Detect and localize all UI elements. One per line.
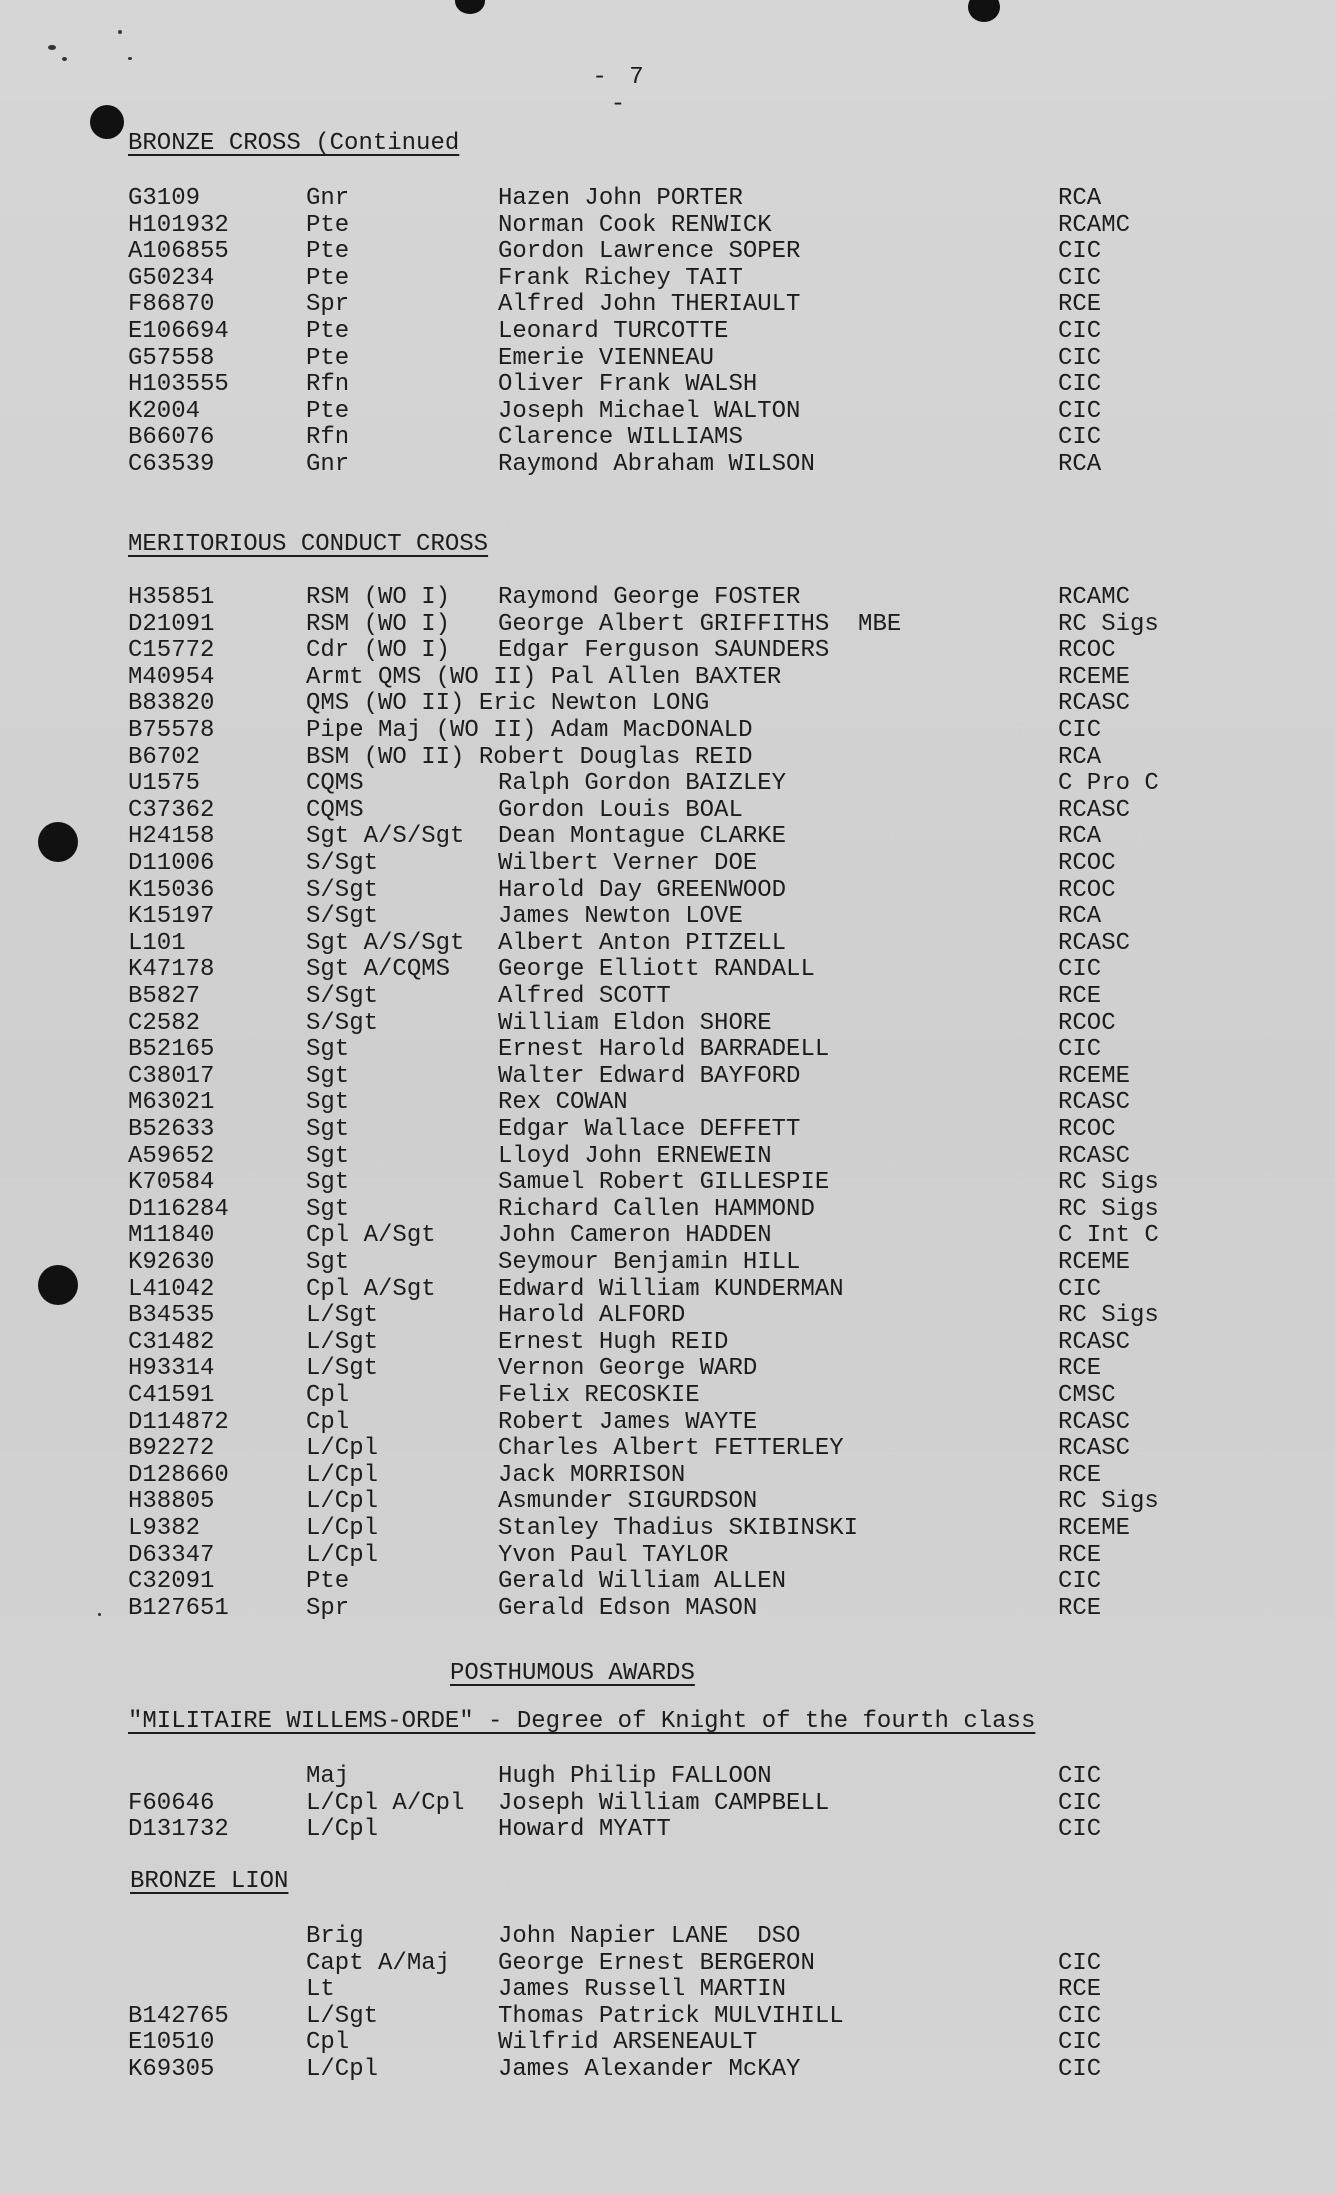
corps: RCEME (1058, 1515, 1131, 1542)
corps: CIC (1058, 1816, 1102, 1844)
name: Stanley Thadius SKIBINSKI (498, 1515, 859, 1542)
award-row (0, 823, 1335, 850)
name: Thomas Patrick MULVIHILL (498, 2002, 844, 2030)
rank: L/Cpl (306, 1435, 379, 1463)
corps: CIC (1058, 956, 1102, 984)
rank: Sgt A/CQMS (306, 956, 451, 984)
corps: RCE (1058, 983, 1102, 1010)
name: Charles Albert FETTERLEY (498, 1435, 844, 1463)
service-number: K92630 (128, 1249, 215, 1276)
rank: Pte (306, 238, 350, 266)
rank: L/Cpl A/Cpl (306, 1789, 465, 1817)
service-number: B52165 (128, 1036, 215, 1064)
award-row (0, 1249, 1335, 1276)
award-row (0, 2056, 1335, 2083)
corps: RCEME (1058, 1249, 1131, 1276)
rank: Brig (306, 1923, 364, 1950)
award-row (0, 1542, 1335, 1569)
name: Gordon Lawrence SOPER (498, 238, 801, 266)
corps: RCASC (1058, 1408, 1131, 1436)
award-row (0, 1462, 1335, 1489)
rank: Lt (306, 1976, 335, 2004)
corps: RCOC (1058, 850, 1116, 877)
service-number: D116284 (128, 1195, 229, 1223)
name: Alfred John THERIAULT (498, 291, 801, 319)
corps: RCE (1058, 291, 1102, 319)
rank: Pte (306, 1568, 350, 1596)
service-number: B127651 (128, 1594, 229, 1622)
service-number: L9382 (128, 1515, 201, 1542)
award-row (0, 1595, 1335, 1622)
corps: RCASC (1058, 1328, 1131, 1356)
award-row (0, 1923, 1335, 1950)
rank: Sgt A/S/Sgt (306, 823, 465, 851)
punch-hole (968, 0, 1000, 22)
name: Ernest Hugh REID (498, 1328, 729, 1356)
rank: Cpl (306, 1408, 350, 1436)
award-row (0, 291, 1335, 318)
rank: CQMS (306, 770, 364, 798)
name: Raymond George FOSTER (498, 584, 801, 611)
service-number: K15036 (128, 876, 215, 904)
service-number: B6702 (128, 743, 201, 771)
service-number: E10510 (128, 2029, 215, 2057)
award-row (0, 1302, 1335, 1329)
rank: S/Sgt (306, 903, 379, 931)
name: Felix RECOSKIE (498, 1382, 700, 1409)
award-row (0, 983, 1335, 1010)
speck (118, 30, 122, 34)
section-subheading-militaire-willems-orde: "MILITAIRE WILLEMS-ORDE" - Degree of Knight of the fourth class (128, 1708, 1036, 1735)
name: George Ernest BERGERON (498, 1949, 815, 1977)
name: George Albert GRIFFITHS MBE (498, 610, 902, 638)
corps: CIC (1058, 2002, 1102, 2030)
award-row (0, 1063, 1335, 1090)
rank: L/Cpl (306, 2056, 379, 2083)
rank: Pte (306, 344, 350, 372)
corps: CIC (1058, 2029, 1102, 2057)
corps: C Pro C (1058, 770, 1159, 798)
rank: Pte (306, 211, 350, 239)
award-row (0, 1568, 1335, 1595)
rank: Sgt (306, 1116, 350, 1143)
corps: CIC (1058, 318, 1102, 345)
award-row (0, 424, 1335, 451)
award-row (0, 717, 1335, 744)
rank: Gnr (306, 451, 350, 478)
award-row (0, 212, 1335, 239)
name: William Eldon SHORE (498, 1009, 772, 1037)
corps: CIC (1058, 1036, 1102, 1064)
award-row (0, 185, 1335, 212)
award-row (0, 611, 1335, 638)
corps: RCASC (1058, 690, 1131, 718)
service-number: B92272 (128, 1435, 215, 1463)
corps: RCEME (1058, 1062, 1131, 1090)
name: Howard MYATT (498, 1816, 671, 1844)
award-row (0, 1329, 1335, 1356)
corps: RCA (1058, 185, 1102, 212)
name: Ralph Gordon BAIZLEY (498, 770, 787, 798)
service-number: D128660 (128, 1461, 229, 1489)
page-number: - 7 - (592, 64, 648, 118)
corps: RC Sigs (1058, 610, 1159, 638)
service-number: G3109 (128, 185, 201, 212)
name: Edgar Ferguson SAUNDERS (498, 637, 830, 665)
service-number: C63539 (128, 451, 215, 478)
corps: RCOC (1058, 1116, 1116, 1143)
corps: CIC (1058, 371, 1102, 399)
corps: RCE (1058, 1594, 1102, 1622)
service-number: C2582 (128, 1009, 201, 1037)
rank: Cpl A/Sgt (306, 1222, 436, 1250)
name: Walter Edward BAYFORD (498, 1062, 801, 1090)
award-row (0, 1116, 1335, 1143)
service-number: C15772 (128, 637, 215, 665)
corps: RCASC (1058, 1142, 1131, 1170)
corps: RCA (1058, 743, 1102, 771)
section-heading-bronze-cross: BRONZE CROSS (Continued (128, 130, 460, 157)
rank: L/Cpl (306, 1488, 379, 1516)
corps: RC Sigs (1058, 1302, 1159, 1330)
corps: CIC (1058, 1275, 1102, 1303)
service-number: L41042 (128, 1275, 215, 1303)
service-number: D63347 (128, 1541, 215, 1569)
punch-hole (90, 105, 124, 139)
corps: RCOC (1058, 1009, 1116, 1037)
award-row (0, 2003, 1335, 2030)
name: Hazen John PORTER (498, 185, 743, 212)
name: Harold Day GREENWOOD (498, 876, 787, 904)
rank: CQMS (306, 796, 364, 824)
award-row (0, 877, 1335, 904)
service-number: H24158 (128, 823, 215, 851)
name: Jack MORRISON (498, 1461, 686, 1489)
section-heading-meritorious-conduct-cross: MERITORIOUS CONDUCT CROSS (128, 531, 489, 558)
rank: Pte (306, 264, 350, 292)
award-row (0, 1382, 1335, 1409)
name: Raymond Abraham WILSON (498, 451, 815, 478)
name: George Elliott RANDALL (498, 956, 815, 984)
corps: RCASC (1058, 796, 1131, 824)
award-row (0, 371, 1335, 398)
corps: CIC (1058, 424, 1102, 452)
name: Richard Callen HAMMOND (498, 1195, 815, 1223)
corps: RCE (1058, 1461, 1102, 1489)
corps: RCASC (1058, 1089, 1131, 1117)
award-row (0, 1816, 1335, 1843)
award-row (0, 451, 1335, 478)
award-row (0, 930, 1335, 957)
name: John Napier LANE DSO (498, 1923, 801, 1950)
award-row (0, 1976, 1335, 2003)
rank: L/Sgt (306, 1355, 379, 1383)
rank: Gnr (306, 185, 350, 212)
service-number: C38017 (128, 1062, 215, 1090)
rank: QMS (WO II) Eric Newton LONG (306, 690, 710, 718)
service-number: B34535 (128, 1302, 215, 1330)
award-row (0, 744, 1335, 771)
name: Vernon George WARD (498, 1355, 758, 1383)
corps: RC Sigs (1058, 1488, 1159, 1516)
award-row (0, 1276, 1335, 1303)
award-row (0, 238, 1335, 265)
service-number: D114872 (128, 1408, 229, 1436)
corps: CIC (1058, 238, 1102, 266)
service-number: K2004 (128, 397, 201, 425)
service-number: H93314 (128, 1355, 215, 1383)
rank: Capt A/Maj (306, 1949, 451, 1977)
name: Norman Cook RENWICK (498, 211, 772, 239)
corps: CIC (1058, 1789, 1102, 1817)
punch-hole (455, 0, 485, 14)
award-row (0, 2029, 1335, 2056)
award-row (0, 1222, 1335, 1249)
rank: RSM (WO I) (306, 610, 451, 638)
service-number: B52633 (128, 1116, 215, 1143)
name: Joseph Michael WALTON (498, 397, 801, 425)
rank: Pipe Maj (WO II) Adam MacDONALD (306, 717, 753, 744)
corps: CIC (1058, 717, 1102, 744)
service-number: L101 (128, 929, 186, 957)
award-row (0, 1355, 1335, 1382)
service-number: B66076 (128, 424, 215, 452)
award-row (0, 637, 1335, 664)
rank: Sgt (306, 1062, 350, 1090)
rank: S/Sgt (306, 850, 379, 877)
name: Wilfrid ARSENEAULT (498, 2029, 758, 2057)
corps: RCA (1058, 451, 1102, 478)
name: Gerald William ALLEN (498, 1568, 787, 1596)
service-number: G50234 (128, 264, 215, 292)
award-row (0, 1089, 1335, 1116)
rank: S/Sgt (306, 876, 379, 904)
service-number: K69305 (128, 2056, 215, 2083)
corps: RCAMC (1058, 584, 1131, 611)
corps: CIC (1058, 344, 1102, 372)
name: Emerie VIENNEAU (498, 344, 715, 372)
corps: RCE (1058, 1355, 1102, 1383)
name: Edward William KUNDERMAN (498, 1275, 844, 1303)
service-number: K47178 (128, 956, 215, 984)
rank: L/Cpl (306, 1541, 379, 1569)
name: Frank Richey TAIT (498, 264, 743, 292)
award-row (0, 1763, 1335, 1790)
award-row (0, 956, 1335, 983)
rank: BSM (WO II) Robert Douglas REID (306, 743, 753, 771)
service-number: G57558 (128, 344, 215, 372)
rank: Cdr (WO I) (306, 637, 451, 665)
service-number: H101932 (128, 211, 229, 239)
rank: L/Cpl (306, 1461, 379, 1489)
section-heading-bronze-lion: BRONZE LION (130, 1868, 289, 1895)
rank: Cpl A/Sgt (306, 1275, 436, 1303)
award-row (0, 1409, 1335, 1436)
corps: RCEME (1058, 663, 1131, 691)
name: Rex COWAN (498, 1089, 628, 1117)
service-number: B83820 (128, 690, 215, 718)
award-row (0, 318, 1335, 345)
corps: RCA (1058, 823, 1102, 851)
name: Lloyd John ERNEWEIN (498, 1142, 772, 1170)
service-number: H38805 (128, 1488, 215, 1516)
service-number: E106694 (128, 318, 229, 345)
award-row (0, 1790, 1335, 1817)
section-heading-posthumous-awards: POSTHUMOUS AWARDS (450, 1660, 695, 1687)
name: James Alexander McKAY (498, 2056, 801, 2083)
service-number: H103555 (128, 371, 229, 399)
speck (48, 45, 56, 50)
corps: RC Sigs (1058, 1169, 1159, 1197)
name: Alfred SCOTT (498, 983, 671, 1010)
service-number: F86870 (128, 291, 215, 319)
award-row (0, 850, 1335, 877)
corps: RCOC (1058, 876, 1116, 904)
name: James Russell MARTIN (498, 1976, 787, 2004)
award-row (0, 1010, 1335, 1037)
award-row (0, 1515, 1335, 1542)
award-row (0, 770, 1335, 797)
service-number: B5827 (128, 983, 201, 1010)
service-number: C37362 (128, 796, 215, 824)
award-row (0, 1196, 1335, 1223)
award-row (0, 1950, 1335, 1977)
award-row (0, 398, 1335, 425)
service-number: K15197 (128, 903, 215, 931)
name: Leonard TURCOTTE (498, 318, 729, 345)
name: Asmunder SIGURDSON (498, 1488, 758, 1516)
rank: S/Sgt (306, 983, 379, 1010)
corps: RCA (1058, 903, 1102, 931)
name: Hugh Philip FALLOON (498, 1763, 772, 1790)
name: Harold ALFORD (498, 1302, 686, 1330)
service-number: B142765 (128, 2002, 229, 2030)
award-row (0, 584, 1335, 611)
service-number: M40954 (128, 663, 215, 691)
rank: Spr (306, 291, 350, 319)
award-row (0, 1435, 1335, 1462)
name: Albert Anton PITZELL (498, 929, 787, 957)
rank: Armt QMS (WO II) Pal Allen BAXTER (306, 663, 782, 691)
rank: Sgt (306, 1142, 350, 1170)
corps: RCE (1058, 1976, 1102, 2004)
corps: RCOC (1058, 637, 1116, 665)
rank: Sgt (306, 1036, 350, 1064)
corps: CIC (1058, 2056, 1102, 2083)
service-number: D11006 (128, 850, 215, 877)
corps: RCASC (1058, 929, 1131, 957)
corps: CMSC (1058, 1382, 1116, 1409)
speck (62, 57, 67, 61)
rank: Pte (306, 397, 350, 425)
rank: Sgt (306, 1089, 350, 1117)
name: James Newton LOVE (498, 903, 743, 931)
award-row (0, 664, 1335, 691)
award-row (0, 1143, 1335, 1170)
service-number: A106855 (128, 238, 229, 266)
name: Wilbert Verner DOE (498, 850, 758, 877)
corps: CIC (1058, 397, 1102, 425)
rank: Cpl (306, 1382, 350, 1409)
speck (128, 57, 132, 60)
service-number: M63021 (128, 1089, 215, 1117)
name: Ernest Harold BARRADELL (498, 1036, 830, 1064)
name: Yvon Paul TAYLOR (498, 1541, 729, 1569)
service-number: C31482 (128, 1328, 215, 1356)
award-row (0, 345, 1335, 372)
rank: L/Cpl (306, 1816, 379, 1844)
award-row (0, 1036, 1335, 1063)
service-number: U1575 (128, 770, 201, 798)
corps: RCASC (1058, 1435, 1131, 1463)
rank: RSM (WO I) (306, 584, 451, 611)
service-number: C41591 (128, 1382, 215, 1409)
service-number: D131732 (128, 1816, 229, 1844)
corps: CIC (1058, 1949, 1102, 1977)
rank: L/Sgt (306, 2002, 379, 2030)
rank: Rfn (306, 371, 350, 399)
service-number: C32091 (128, 1568, 215, 1596)
name: Gordon Louis BOAL (498, 796, 743, 824)
rank: L/Sgt (306, 1328, 379, 1356)
rank: Cpl (306, 2029, 350, 2057)
name: John Cameron HADDEN (498, 1222, 772, 1250)
name: Dean Montague CLARKE (498, 823, 787, 851)
rank: S/Sgt (306, 1009, 379, 1037)
service-number: K70584 (128, 1169, 215, 1197)
corps: CIC (1058, 1568, 1102, 1596)
rank: Sgt (306, 1249, 350, 1276)
rank: Rfn (306, 424, 350, 452)
rank: L/Sgt (306, 1302, 379, 1330)
name: Seymour Benjamin HILL (498, 1249, 801, 1276)
name: Robert James WAYTE (498, 1408, 758, 1436)
award-row (0, 1488, 1335, 1515)
service-number: D21091 (128, 610, 215, 638)
award-row (0, 1169, 1335, 1196)
name: Gerald Edson MASON (498, 1594, 758, 1622)
corps: CIC (1058, 1763, 1102, 1790)
corps: C Int C (1058, 1222, 1159, 1250)
service-number: M11840 (128, 1222, 215, 1250)
service-number: F60646 (128, 1789, 215, 1817)
rank: Spr (306, 1594, 350, 1622)
name: Joseph William CAMPBELL (498, 1789, 830, 1817)
name: Clarence WILLIAMS (498, 424, 743, 452)
corps: CIC (1058, 264, 1102, 292)
corps: RC Sigs (1058, 1195, 1159, 1223)
name: Edgar Wallace DEFFETT (498, 1116, 801, 1143)
service-number: H35851 (128, 584, 215, 611)
award-row (0, 797, 1335, 824)
corps: RCAMC (1058, 211, 1131, 239)
rank: Pte (306, 318, 350, 345)
name: Samuel Robert GILLESPIE (498, 1169, 830, 1197)
rank: Sgt (306, 1169, 350, 1197)
award-row (0, 265, 1335, 292)
service-number: B75578 (128, 717, 215, 744)
rank: Sgt A/S/Sgt (306, 929, 465, 957)
rank: L/Cpl (306, 1515, 379, 1542)
award-row (0, 903, 1335, 930)
name: Oliver Frank WALSH (498, 371, 758, 399)
corps: RCE (1058, 1541, 1102, 1569)
service-number: A59652 (128, 1142, 215, 1170)
rank: Maj (306, 1763, 350, 1790)
award-row (0, 690, 1335, 717)
rank: Sgt (306, 1195, 350, 1223)
